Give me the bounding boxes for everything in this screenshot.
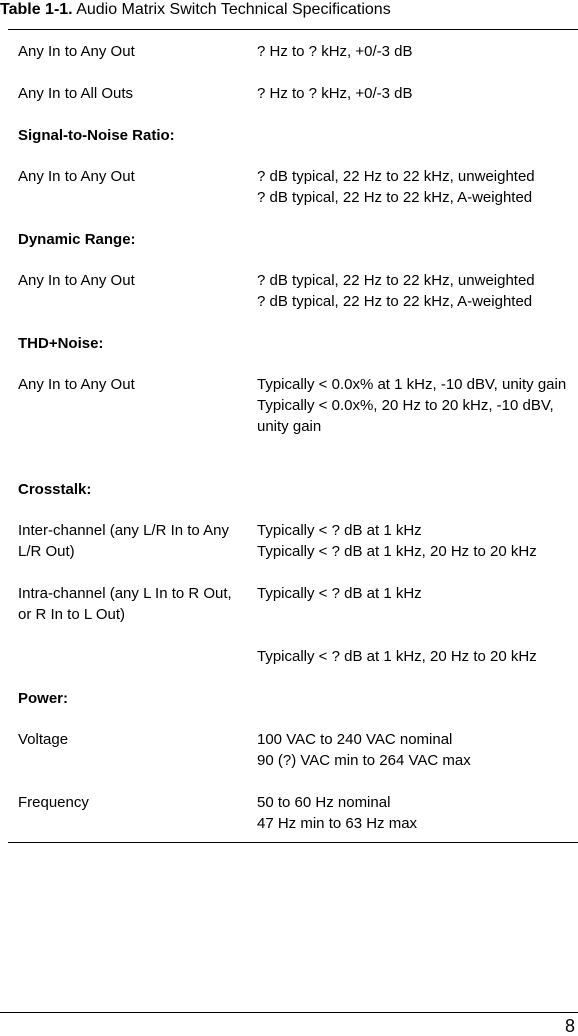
row-label: Any In to Any Out	[18, 168, 135, 185]
value-line: Typically < 0.0x%, 20 Hz to 20 kHz, -10 dBV, unity gain	[257, 397, 554, 435]
row-value	[257, 729, 575, 771]
row-label: Inter-channel (any L/R In to Any L/R Out)	[18, 522, 229, 560]
value-line: Typically < 0.0x% at 1 kHz, -10 dBV, unity gain	[257, 376, 567, 393]
value-line: Typically < ? dB at 1 kHz, 20 Hz to 20 kHz	[257, 543, 537, 560]
value-line: ? dB typical, 22 Hz to 22 kHz, unweighted	[257, 272, 535, 289]
row-label: Any In to Any Out	[18, 376, 135, 393]
row-label: Frequency	[18, 794, 89, 811]
row-value: Typically < ? dB at 1 kHz, 20 Hz to 20 kHz	[257, 648, 537, 665]
value-line: 50 to 60 Hz nominal	[257, 794, 391, 811]
value-line: 90 (?) VAC min to 264 VAC max	[257, 752, 471, 769]
row-value	[257, 166, 575, 208]
row-value: ? Hz to ? kHz, +0/-3 dB	[257, 85, 413, 102]
row-label: Intra-channel (any L In to R Out, or R In to L Out)	[18, 585, 232, 623]
row-value	[257, 270, 575, 312]
row-label: Any In to All Outs	[18, 85, 134, 102]
row-label: Voltage	[18, 731, 69, 748]
row-label: Any In to Any Out	[18, 43, 135, 60]
row-value: Typically < ? dB at 1 kHz	[257, 585, 422, 602]
row-label: Any In to Any Out	[18, 272, 135, 289]
row-value	[257, 374, 575, 437]
section-heading-thd-noise: THD+Noise:	[18, 335, 104, 352]
section-heading-power: Power:	[18, 690, 69, 707]
value-line: ? dB typical, 22 Hz to 22 kHz, A-weighted	[257, 293, 533, 310]
footer-rule	[0, 1012, 578, 1013]
row-value	[257, 520, 575, 562]
value-line: 47 Hz min to 63 Hz max	[257, 815, 418, 832]
value-line: 100 VAC to 240 VAC nominal	[257, 731, 453, 748]
table-number: Table 1-1.	[0, 1, 73, 18]
section-heading-crosstalk: Crosstalk:	[18, 481, 92, 498]
row-value	[257, 792, 575, 834]
section-heading-snr: Signal-to-Noise Ratio:	[18, 127, 175, 144]
value-line: ? dB typical, 22 Hz to 22 kHz, A-weighted	[257, 189, 533, 206]
table-title: Audio Matrix Switch Technical Specifications	[72, 1, 391, 18]
table-bottom-rule	[8, 842, 578, 843]
value-line: Typically < ? dB at 1 kHz	[257, 522, 422, 539]
value-line: ? dB typical, 22 Hz to 22 kHz, unweighted	[257, 168, 535, 185]
page-number: 8	[564, 1016, 575, 1036]
section-heading-dynamic-range: Dynamic Range:	[18, 231, 136, 248]
row-value: ? Hz to ? kHz, +0/-3 dB	[257, 43, 413, 60]
